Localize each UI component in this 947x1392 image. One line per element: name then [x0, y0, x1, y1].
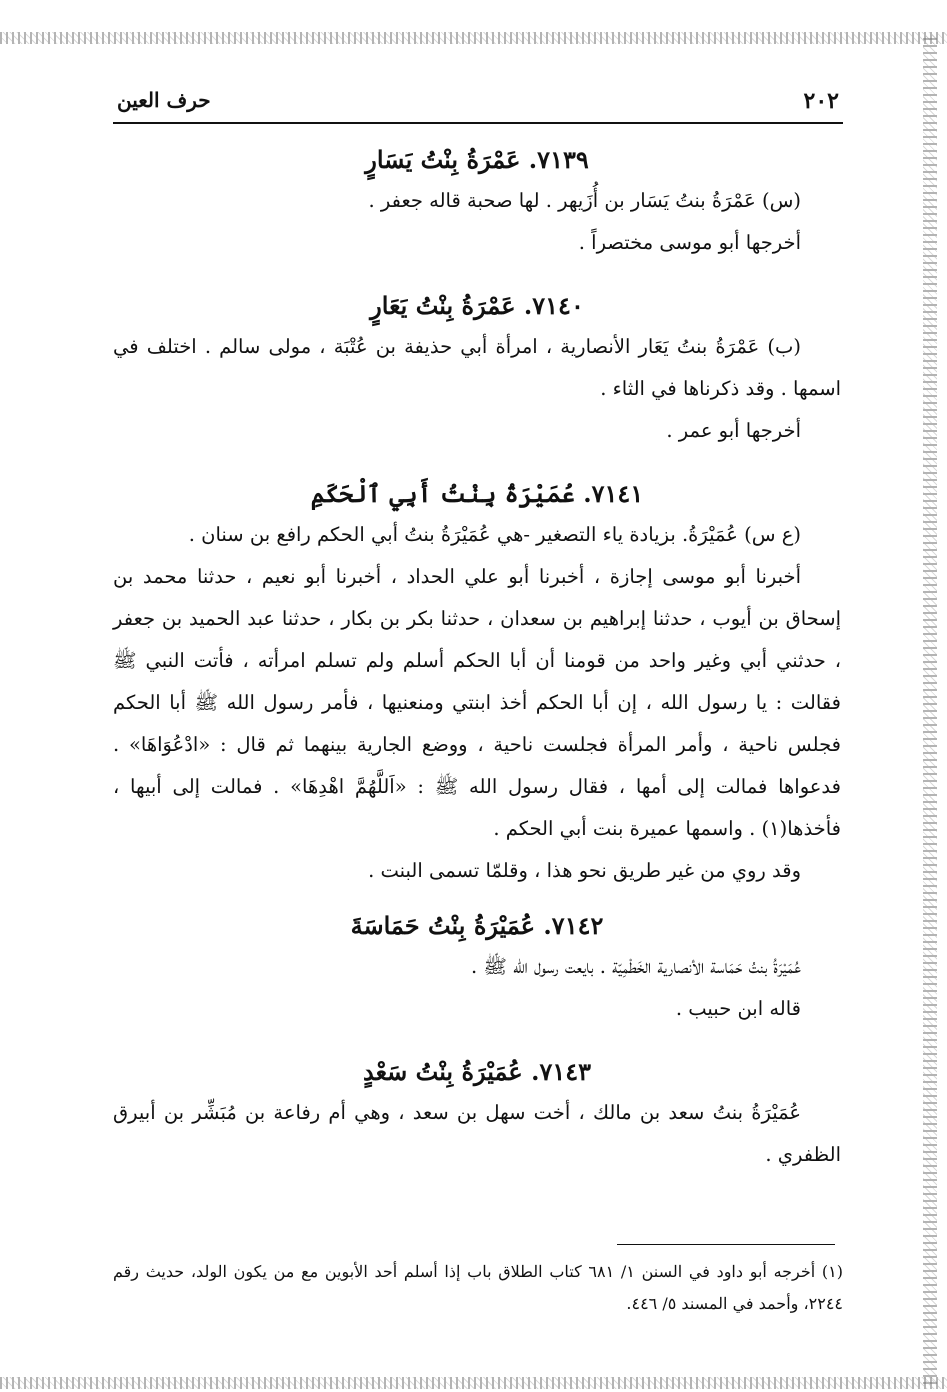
entry-heading: ٧١٤١. عُمَيْرَةُ بِنْتُ أَبِي ٱلْحَكَمِ — [310, 479, 644, 508]
entry-paragraph: قاله ابن حبيب . — [675, 997, 801, 1020]
page-title: حرف العين — [117, 88, 211, 112]
entry-paragraph: (س) عَمْرَةُ بنتُ يَسَار بن أُزَيهر . لها صحبة قاله جعفر . — [368, 189, 801, 212]
entry-paragraph: أخبرنا أبو موسى إجازة ، أخبرنا أبو علي الحداد ، أخبرنا أبو نعيم ، حدثنا محمد بن إسحاق بن أيوب ، حدثنا إبراهيم بن سعدان ، حدثنا بكر بن بكار ، حدثنا عبد الحميد بن جعفر ، حدثني أبي وغير واحد من قومنا أن أبا الحكم أسلم ولم تسلم امرأته ، فأتت النبي ﷺ فقالت : يا رسول الله ، إن أبا الحكم أخذ ابنتي ومنعنيها ، فأمر رسول الله ﷺ أبا الحكم فجلس ناحية ، وأمر المرأة فجلست ناحية ، ووضع الجارية بينهما ثم قال : «ادْعُوَاهَا» . فدعواها فمالت إلى أمها ، فقال رسول الله ﷺ : «اَللَّهُمَّ اهْدِهَا» . فمالت إلى أبيها ، فأخذها(١) . واسمها عميرة بنت أبي الحكم . — [113, 565, 841, 840]
footnote-separator — [617, 1244, 835, 1245]
page-header — [113, 88, 843, 124]
entry-7139 — [113, 140, 841, 264]
entry-paragraph: أخرجها أبو عمر . — [666, 419, 801, 442]
entry-7141 — [113, 474, 841, 892]
entry-7140 — [113, 286, 841, 452]
entry-7143 — [113, 1052, 841, 1176]
ornamental-border-top — [0, 32, 947, 44]
footnote-1: (١) أخرجه أبو داود في السنن ١/ ٦٨١ كتاب الطلاق باب إذا أسلم أحد الأبوين مع من يكون الولد، حديث رقم ٢٢٤٤، وأحمد في المسند ٥/ ٤٤٦. — [113, 1262, 843, 1313]
entry-paragraph: وقد روي من غير طريق نحو هذا ، وقلمّا تسمى البنت . — [368, 859, 801, 882]
entry-heading: ٧١٣٩. عَمْرَةُ بِنْتُ يَسَارٍ — [365, 145, 589, 174]
entry-heading: ٧١٤٣. عُمَيْرَةُ بِنْتُ سَعْدٍ — [362, 1057, 591, 1086]
entry-paragraph: (ع س) عُمَيْرَةُ. بزيادة ياء التصغير -هي عُمَيْرَةُ بنتُ أبي الحكم رافع بن سنان . — [188, 523, 801, 546]
entry-heading: ٧١٤٢. عُمَيْرَةُ بِنْتُ حَمَاسَةَ — [350, 911, 604, 940]
footnotes — [113, 1256, 843, 1320]
entry-paragraph: أخرجها أبو موسى مختصراً . — [578, 231, 801, 254]
entry-heading: ٧١٤٠. عَمْرَةُ بِنْتُ يَعَارٍ — [370, 291, 584, 320]
entry-paragraph: عُمَيْرَةُ بنتُ سعد بن مالك ، أخت سهل بن سعد ، وهي أم رفاعة بن مُبَشِّر بن أبيرق الظفري . — [113, 1101, 841, 1166]
ornamental-border-bottom — [0, 1377, 947, 1389]
entry-7142 — [113, 906, 841, 1030]
ornamental-border-right — [923, 34, 937, 1384]
entry-paragraph: عُمَيْرَةُ بنتُ حَمَاسة الأنصارية الخَطْمِيّة . بايعت رسول الله ﷺ . — [471, 955, 801, 978]
entry-paragraph: (ب) عَمْرَةُ بنتُ يَعَار الأنصارية ، امرأة أبي حذيفة بن عُتْبَة ، مولى سالم . اختلف في اسمها . وقد ذكرناها في الثاء . — [113, 335, 841, 400]
page-body — [113, 140, 841, 1176]
page-number: ٢٠٢ — [803, 88, 839, 114]
